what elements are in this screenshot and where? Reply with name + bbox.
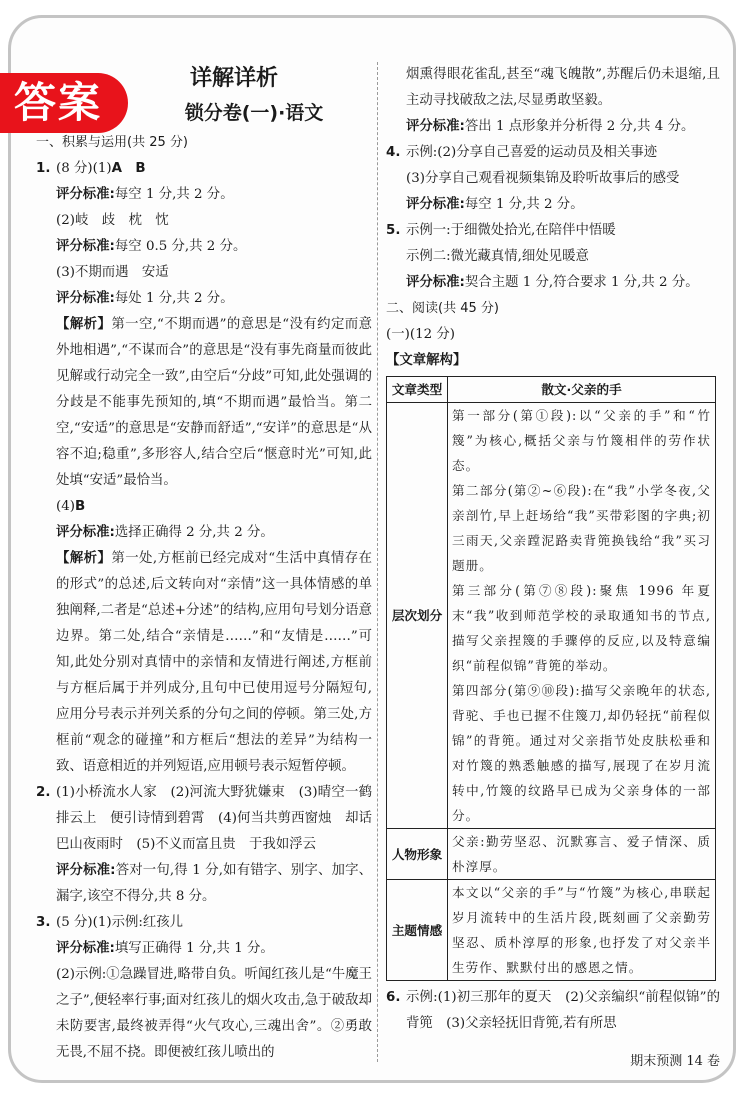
part-text: 第三部分(第⑦⑧段):聚焦 1996 年夏末“我”收到师范学校的录取通知书的节点,描写父亲捏篾的手骤停的反应,以及特意编织“前程似锦”背篼的举动。 xyxy=(452,583,711,673)
answer-text: (3)分享自己观看视频集锦及聆听故事后的感受 xyxy=(406,171,680,186)
answer-text: 示例一:于细微处拾光,在陪伴中悟暖 xyxy=(406,223,616,238)
question-1 xyxy=(36,156,372,780)
scoring-label: 评分标准: xyxy=(406,197,465,212)
question-number: 5. xyxy=(386,223,401,238)
question-2 xyxy=(36,780,372,910)
answer-text: (2)岐 歧 枕 忱 xyxy=(56,213,169,228)
scoring-text: 填写正确得 1 分,共 1 分。 xyxy=(114,941,274,956)
table-row xyxy=(387,880,716,981)
analysis-label: 【解析】 xyxy=(56,551,112,566)
table-header-cell: 层次划分 xyxy=(387,403,448,829)
page-footer: 期末预测 14 卷 xyxy=(630,1054,720,1069)
scoring-label: 评分标准: xyxy=(56,187,115,202)
answer-text: (2)示例:①急躁冒进,略带自负。听闻红孩儿是“牛魔王之子”,便轻率行事;面对红孩儿的烟火攻击,急于破敌却未防要害,最终被弄得“火气攻心,三魂出舍”。②勇敢无畏,不屈不挠。即便被红孩儿喷出的 xyxy=(56,967,372,1060)
right-column xyxy=(386,62,720,1037)
scoring-label: 评分标准: xyxy=(56,239,115,254)
scoring-text: 每空 1 分,共 2 分。 xyxy=(114,187,234,202)
answer-text: (4) xyxy=(56,499,75,514)
answer-text: (5 分)(1)示例:红孩儿 xyxy=(56,915,184,930)
scoring-label: 评分标准: xyxy=(406,119,465,134)
scoring-text: 答出 1 点形象并分析得 2 分,共 4 分。 xyxy=(464,119,695,134)
answer-text: (8 分)(1) xyxy=(56,161,112,176)
answer-text: 烟熏得眼花雀乱,甚至“魂飞魄散”,苏醒后仍未退缩,且主动寻找破敌之法,尽显勇敢坚毅。 xyxy=(406,67,720,108)
table-cell: 本文以“父亲的手”与“竹篾”为核心,串联起岁月流转中的生活片段,既刻画了父亲勤劳坚忍、质朴淳厚的形象,也抒发了对父亲半生劳作、默默付出的感恩之情。 xyxy=(448,880,716,981)
question-4 xyxy=(386,140,720,218)
column-divider xyxy=(377,62,378,1062)
answer-text: 示例:(1)初三那年的夏天 (2)父亲编织“前程似锦”的背篼 (3)父亲轻抚旧背篼,若有所思 xyxy=(406,990,720,1031)
analysis-label: 【解析】 xyxy=(56,317,112,332)
table-cell: 散文·父亲的手 xyxy=(448,377,716,403)
analysis-text: 第一处,方框前已经完成对“生活中真情存在的形式”的总述,后文转向对“亲情”这一具体情感的单独阐释,二者是“总述+分述”的结构,应用句号划分语意边界。第二处,结合“亲情是……”和“友情是……”可知,此处分别对真情中的亲情和友情进行阐述,方框前与方框后属于并列成分,且句中已使用逗号分隔短句,应用分号表示并列关系的分句之间的停顿。第三处,方框前“观念的碰撞”和方框后“想法的差异”为结构一致、语意相近的并列短语,应用顿号表示短暂停顿。 xyxy=(56,551,372,774)
part-text: 第二部分(第②~⑥段):在“我”小学冬夜,父亲剖竹,早上赶场给“我”买带彩图的字典;初三雨天,父亲蹚泥路卖背篼换钱给“我”买习题册。 xyxy=(452,483,711,573)
scoring-label: 评分标准: xyxy=(406,275,465,290)
question-6 xyxy=(386,985,720,1037)
page-title: 详解详析 xyxy=(189,66,278,91)
scoring-label: 评分标准: xyxy=(56,941,115,956)
table-cell xyxy=(448,403,716,829)
scoring-label: 评分标准: xyxy=(56,291,115,306)
answer-choice: B xyxy=(74,499,86,514)
table-row xyxy=(387,403,716,829)
question-number: 6. xyxy=(386,990,401,1005)
question-5 xyxy=(386,218,720,296)
scoring-text: 每空 1 分,共 2 分。 xyxy=(464,197,584,212)
answer-text: 示例二:微光藏真情,细处见暖意 xyxy=(406,249,589,264)
scoring-label: 评分标准: xyxy=(56,525,115,540)
table-header-cell: 文章类型 xyxy=(387,377,448,403)
subsection-heading: (一)(12 分) xyxy=(386,327,455,342)
question-number: 4. xyxy=(386,145,401,160)
table-row xyxy=(387,377,716,403)
analysis-text: 第一空,“不期而遇”的意思是“没有约定而意外地相遇”,“不谋而合”的意思是“没有事先商量而彼此见解或行动完全一致”,由空后“分歧”可知,此处强调的分歧是不能事先预知的,填“不期而遇”最恰当。第二空,“安适”的意思是“安静而舒适”,“安详”的意思是“从容不迫;稳重”,多形容人,结合空后“惬意时光”可知,此处填“安适”最恰当。 xyxy=(56,317,373,488)
answer-text: (3)不期而遇 安适 xyxy=(56,265,169,280)
table-header-cell: 主题情感 xyxy=(387,880,448,981)
left-column xyxy=(36,62,372,1066)
part-text: 第四部分(第⑨⑩段):描写父亲晚年的状态,背驼、手也已握不住篾刀,却仍轻抚“前程似锦”的背篼。通过对父亲指节处皮肤松垂和对竹篾的熟悉触感的描写,展现了在岁月流转中,竹篾的纹路早已成为父亲身体的一部分。 xyxy=(452,683,711,823)
table-row xyxy=(387,829,716,880)
scoring-text: 选择正确得 2 分,共 2 分。 xyxy=(114,525,274,540)
scoring-text: 每处 1 分,共 2 分。 xyxy=(114,291,234,306)
table-cell: 父亲:勤劳坚忍、沉默寡言、爱子情深、质朴淳厚。 xyxy=(448,829,716,880)
question-3 xyxy=(36,910,372,1066)
question-number: 1. xyxy=(36,161,51,176)
answer-text: (1)小桥流水人家 (2)河流大野犹嫌束 (3)晴空一鹤排云上 便引诗情到碧霄 (4)何当共剪西窗烛 却话巴山夜雨时 (5)不义而富且贵 于我如浮云 xyxy=(56,785,372,852)
section-heading: 一、积累与运用(共 25 分) xyxy=(36,135,188,150)
answer-badge: 答案 xyxy=(0,73,128,133)
section-heading: 二、阅读(共 45 分) xyxy=(386,301,499,316)
scoring-label: 评分标准: xyxy=(56,863,116,878)
table-header-cell: 人物形象 xyxy=(387,829,448,880)
structure-label: 【文章解构】 xyxy=(386,353,467,368)
question-number: 3. xyxy=(36,915,51,930)
answer-choice: A B xyxy=(111,161,146,176)
scoring-text: 每空 0.5 分,共 2 分。 xyxy=(114,239,247,254)
scoring-text: 契合主题 1 分,符合要求 1 分,共 2 分。 xyxy=(464,275,699,290)
question-number: 2. xyxy=(36,785,51,800)
page-subtitle: 锁分卷(一)·语文 xyxy=(184,102,324,124)
structure-table xyxy=(386,376,716,981)
part-text: 第一部分(第①段):以“父亲的手”和“竹篾”为核心,概括父亲与竹篾相伴的劳作状态。 xyxy=(452,408,711,473)
answer-text: 示例:(2)分享自己喜爱的运动员及相关事迹 xyxy=(406,145,658,160)
scoring-text: 答对一句,得 1 分,如有错字、别字、加字、漏字,该空不得分,共 8 分。 xyxy=(56,863,372,904)
